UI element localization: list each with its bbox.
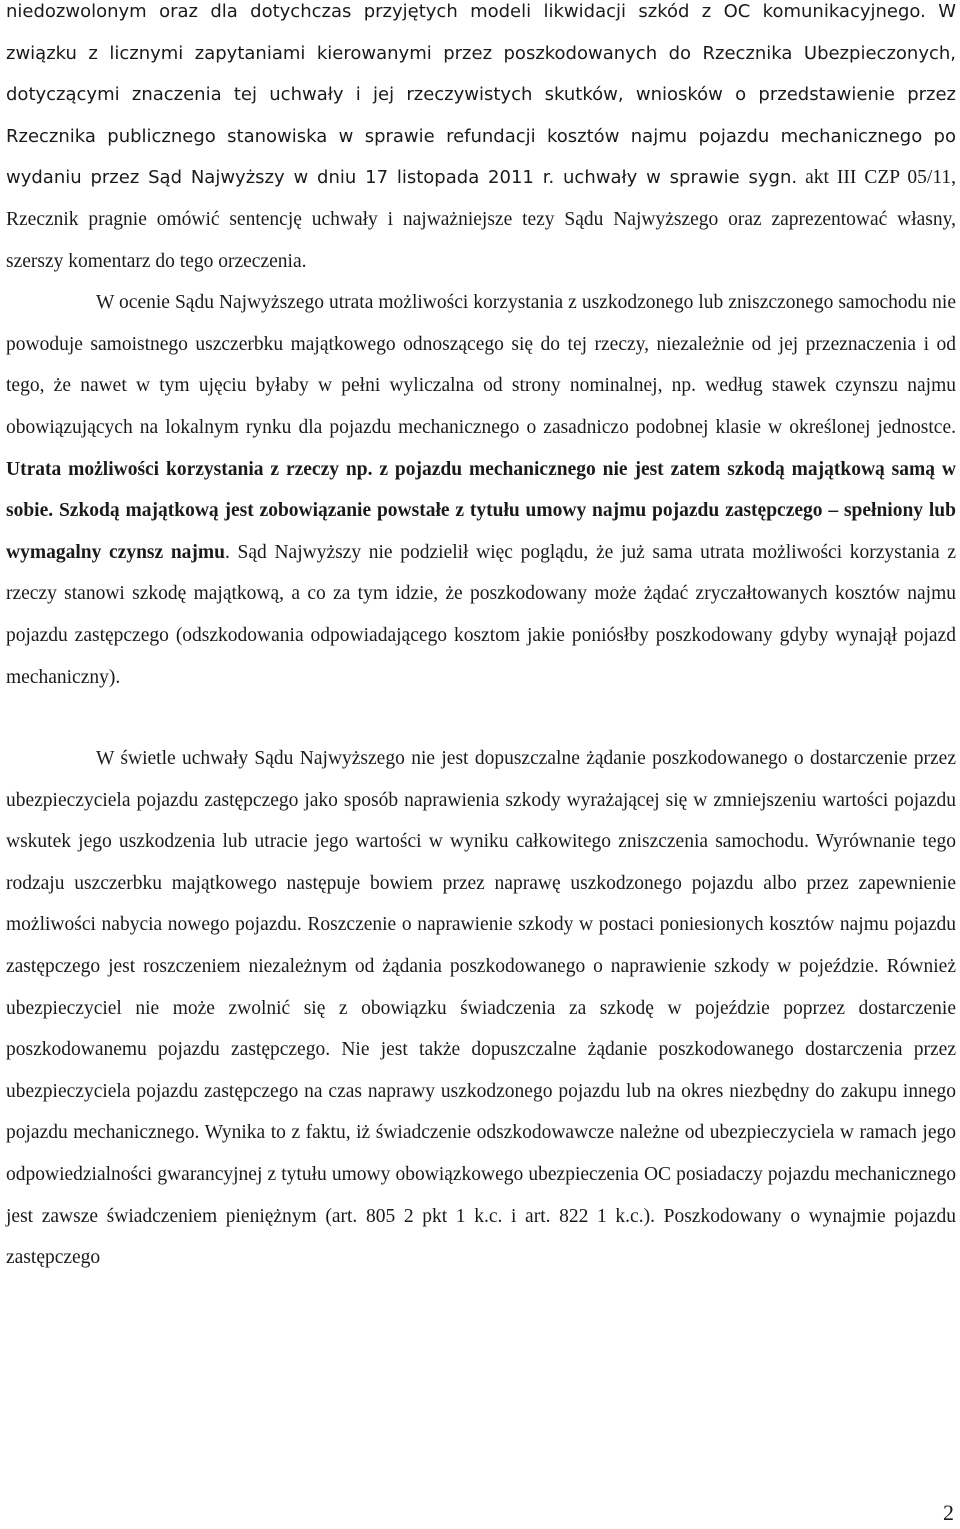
paragraph-supreme-court-opinion (6, 282, 956, 698)
paragraph-opinion-bold-thesis: Utrata możliwości korzystania z rzeczy np. z pojazdu mechanicznego nie jest zatem szkodą majątkową samą w sobie. Szkodą majątkową jest zobowiązanie powstałe z tytułu umowy najmu pojazdu zastępczego – spełniony lub wymagalny czynsz najmu (6, 458, 956, 563)
document-page (6, 0, 956, 1279)
paragraph-replacement-vehicle (6, 738, 956, 1279)
paragraph-opinion-text-b: . Sąd Najwyższy nie podzielił więc poglądu, że już sama utrata możliwości korzystania z rzeczy stanowi szkodę majątkową, a co za tym idzie, że poszkodowany może żądać zryczałtowanych kosztów najmu pojazdu zastępczego (odszkodowania odpowiadającego kosztom jakie poniósłby poszkodowany gdyby wynajął pojazd mechaniczny). (6, 541, 956, 688)
paragraph-opinion-text-a: W ocenie Sądu Najwyższego utrata możliwości korzystania z uszkodzonego lub zniszczonego samochodu nie powoduje samoistnego uszczerbku majątkowego odnoszącego się do tej rzeczy, niezależnie od jej przeznaczenia i od tego, że nawet w tym ujęciu byłaby w pełni wyliczalna od strony nominalnej, np. według stawek czynszu najmu obowiązujących na lokalnym rynku dla pojazdu mechanicznego o zasadniczo podobnej klasie w określonej jednostce. (6, 292, 956, 438)
paragraph-intro-serif-text: akt III CZP 05/11, Rzecznik pragnie omówić sentencję uchwały i najważniejsze tezy Sądu Najwyższego oraz zaprezentować własny, szerszy komentarz do tego orzeczenia. (6, 167, 956, 272)
page-number: 2 (943, 1500, 954, 1525)
paragraph-intro-sans-text: niedozwolonym oraz dla dotychczas przyjętych modeli likwidacji szkód z OC komunikacyjnego. W związku z licznymi zapytaniami kierowanymi przez poszkodowanych do Rzecznika Ubezpieczonych, dotyczącymi znaczenia tej uchwały i jej rzeczywistych skutków, wniosków o przedstawienie przez Rzecznika publicznego stanowiska w sprawie refundacji kosztów najmu pojazdu mechanicznego po wydaniu przez Sąd Najwyższy w dniu 17 listopada 2011 r. uchwały w sprawie sygn. (6, 1, 956, 189)
paragraph-intro (6, 0, 956, 282)
paragraph-replacement-vehicle-text: W świetle uchwały Sądu Najwyższego nie jest dopuszczalne żądanie poszkodowanego o dostarczenie przez ubezpieczyciela pojazdu zastępczego jako sposób naprawienia szkody wyrażającej się w zmniejszeniu wartości pojazdu wskutek jego uszkodzenia lub utracie jego wartości w wyniku całkowitego zniszczenia samochodu. Wyrównanie tego rodzaju uszczerbku majątkowego następuje bowiem przez naprawę uszkodzonego pojazdu albo przez zapewnienie możliwości nabycia nowego pojazdu. Roszczenie o naprawienie szkody w postaci poniesionych kosztów najmu pojazdu zastępczego jest roszczeniem niezależnym od żądania poszkodowanego o naprawienie szkody w pojeździe. Również ubezpieczyciel nie może zwolnić się z obowiązku świadczenia za szkodę w pojeździe poprzez dostarczenie poszkodowanemu pojazdu zastępczego. Nie jest także dopuszczalne żądanie poszkodowanego dostarczenia przez ubezpieczyciela pojazdu zastępczego na czas naprawy uszkodzonego pojazdu lub na okres niezbędny do zakupu innego pojazdu mechanicznego. Wynika to z faktu, iż świadczenie odszkodowawcze należne od ubezpieczyciela w ramach jego odpowiedzialności gwarancyjnej z tytułu umowy obowiązkowego ubezpieczenia OC posiadaczy pojazdu mechanicznego jest zawsze świadczeniem pieniężnym (art. 805 2 pkt 1 k.c. i art. 822 1 k.c.). Poszkodowany o wynajmie pojazdu zastępczego (6, 748, 956, 1269)
